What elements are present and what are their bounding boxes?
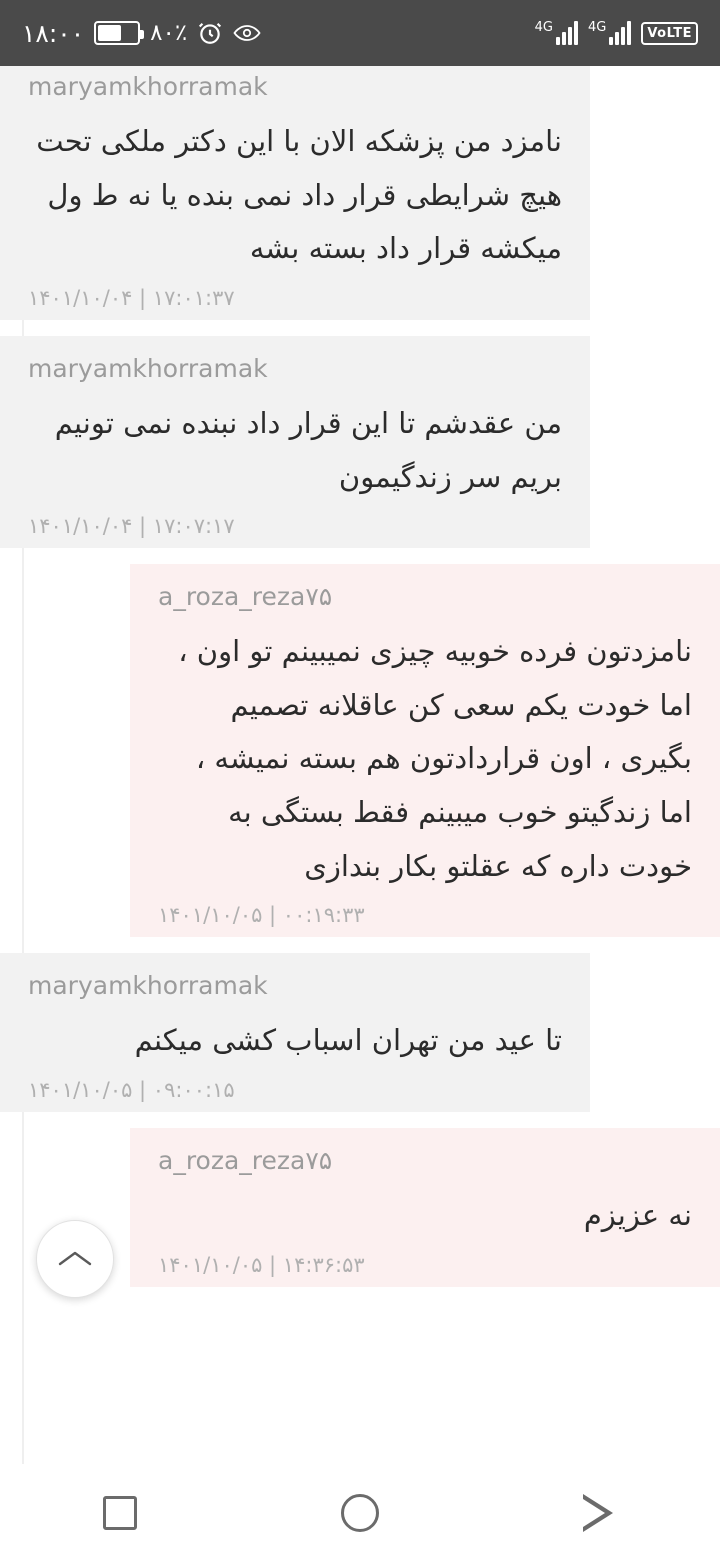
message-timestamp: ۱۴۰۱/۱۰/۰۵ | ۰۰:۱۹:۳۳ — [158, 903, 365, 928]
sim2-signal-icon — [588, 21, 631, 45]
message-sender: maryamkhorramak — [28, 353, 268, 383]
message-bubble-incoming[interactable] — [0, 336, 590, 548]
message-sender: a_roza_reza۷۵ — [158, 1146, 333, 1176]
home-button[interactable] — [300, 1465, 420, 1560]
message-bubble-outgoing[interactable] — [130, 1128, 720, 1287]
back-button[interactable] — [540, 1465, 660, 1560]
message-text: نامزدتون فرده خوبیه چیزی نمیبینم تو اون ، اما خودت یکم سعی کن عاقلانه تصمیم بگیری ، اون قراردادتون هم بسته نمیشه ، اما زندگیتو خوب میبینم فقط بستگی به خودت داره که عقلتو بکار بندازی — [178, 634, 692, 883]
recents-button[interactable] — [60, 1465, 180, 1560]
battery-percent-label: ۸۰٪ — [150, 20, 188, 46]
eye-icon — [233, 22, 261, 44]
message-bubble-incoming[interactable] — [0, 953, 590, 1112]
message-bubble-outgoing[interactable] — [130, 564, 720, 937]
home-circle-icon — [341, 1494, 379, 1532]
sim1-network-label: 4G — [534, 20, 553, 35]
status-time: ۱۸:۰۰ — [22, 18, 85, 48]
message-text: نامزد من پزشکه الان با این دکتر ملکی تحت هیچ شرایطی قرار داد نمی بنده یا نه ط ول میکشه قرار داد بسته بشه — [36, 124, 562, 266]
sim1-signal-icon — [535, 21, 578, 45]
android-navigation-bar — [0, 1464, 720, 1560]
message-timestamp: ۱۴۰۱/۱۰/۰۵ | ۰۹:۰۰:۱۵ — [28, 1078, 235, 1103]
alarm-clock-icon — [197, 20, 223, 46]
message-timestamp: ۱۴۰۱/۱۰/۰۴ | ۱۷:۰۷:۱۷ — [28, 514, 235, 539]
volte-badge: VoLTE — [641, 22, 698, 45]
message-sender: maryamkhorramak — [28, 72, 268, 101]
message-timestamp: ۱۴۰۱/۱۰/۰۴ | ۱۷:۰۱:۳۷ — [28, 285, 235, 310]
status-bar-right — [535, 21, 698, 45]
battery-icon — [94, 21, 140, 45]
message-row — [0, 953, 720, 1112]
status-bar — [0, 0, 720, 66]
message-row — [0, 336, 720, 548]
scroll-to-top-button[interactable] — [36, 1220, 114, 1298]
message-sender: maryamkhorramak — [28, 971, 268, 1001]
message-text: من عقدشم تا این قرار داد نبنده نمی تونیم بریم سر زندگیمون — [54, 405, 562, 494]
chat-message-list[interactable] — [0, 66, 720, 1464]
sim2-network-label: 4G — [587, 20, 607, 35]
back-triangle-icon — [583, 1494, 617, 1532]
recents-square-icon — [103, 1496, 137, 1530]
message-row — [0, 564, 720, 937]
chevron-up-icon — [56, 1247, 94, 1271]
message-row — [0, 66, 720, 320]
message-bubble-incoming[interactable] — [0, 66, 590, 320]
message-text: تا عید من تهران اسباب کشی میکنم — [134, 1023, 562, 1058]
status-bar-left — [22, 19, 261, 48]
message-text: نه عزیزم — [583, 1198, 692, 1233]
message-timestamp: ۱۴۰۱/۱۰/۰۵ | ۱۴:۳۶:۵۳ — [158, 1252, 365, 1277]
message-sender: a_roza_reza۷۵ — [158, 582, 333, 612]
